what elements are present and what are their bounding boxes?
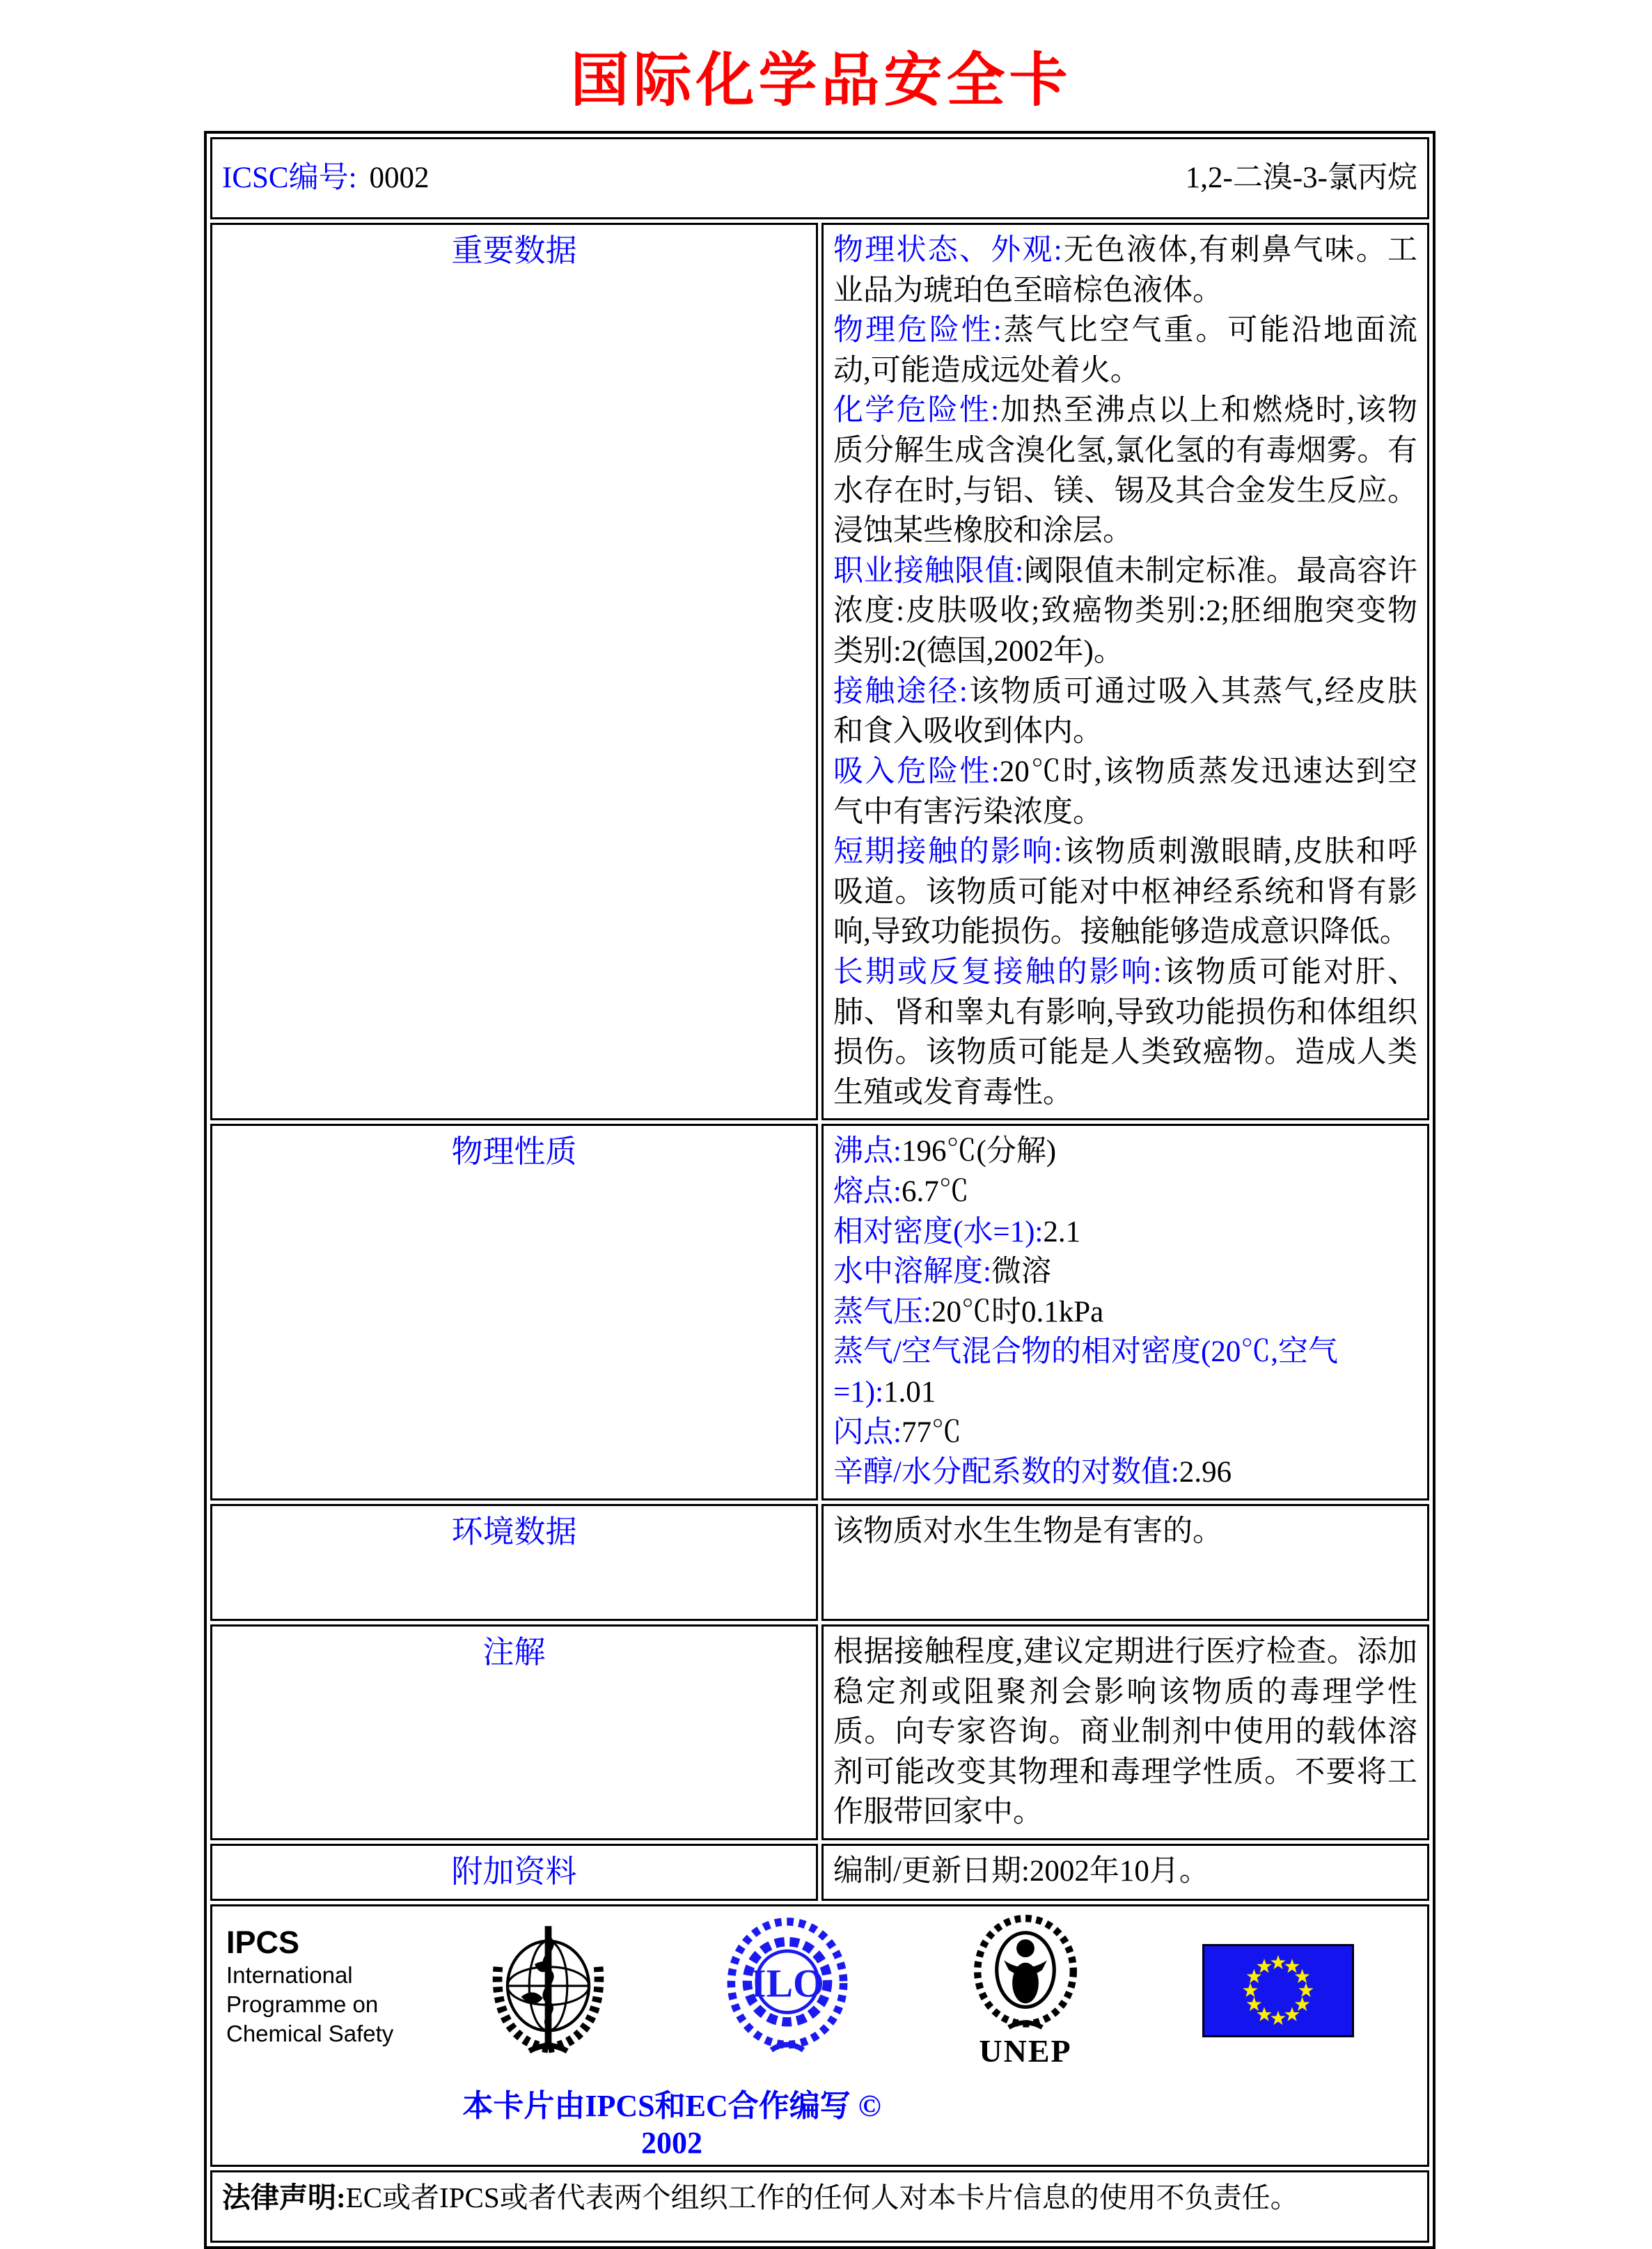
icsc-number-value: 0002 (369, 162, 430, 195)
footer-row (210, 1904, 1429, 2167)
field-value: 77℃ (901, 1416, 961, 1449)
important-item (833, 311, 1417, 391)
header-row (210, 137, 1429, 219)
section-label-notes: 注解 (210, 1624, 818, 1840)
ilo-logo (721, 1916, 854, 2055)
field-label: 物理危险性: (833, 314, 1002, 347)
section-label-physical: 物理性质 (210, 1124, 818, 1500)
environment-content (821, 1504, 1429, 1621)
field-label: 蒸气/空气混合物的相对密度(20℃,空气=1): (833, 1335, 1339, 1409)
legal-row (210, 2170, 1429, 2243)
important-item (833, 953, 1417, 1113)
field-value: 2.1 (1043, 1215, 1081, 1248)
notes-row (210, 1624, 1429, 1840)
physical-item (833, 1252, 1417, 1292)
field-label: 沸点: (833, 1135, 902, 1168)
field-label: 水中溶解度: (833, 1255, 991, 1289)
important-data-row (210, 223, 1429, 1120)
important-item (833, 672, 1417, 752)
field-value: 2.96 (1179, 1456, 1232, 1489)
header-bar (222, 145, 1417, 212)
field-label: 长期或反复接触的影响: (833, 955, 1162, 989)
field-label: 职业接触限值: (833, 554, 1024, 588)
important-item (833, 230, 1417, 311)
physical-item (833, 1212, 1417, 1253)
ilo-letters: ILO (750, 1961, 824, 2006)
unep-logo-block (966, 1915, 1085, 2069)
important-data-content (821, 223, 1429, 1120)
field-text: 20℃时,该物质蒸发迅速达到空气中有害污染浓度。 (833, 755, 1418, 829)
field-value: 20℃时0.1kPa (931, 1295, 1104, 1329)
legal-label: 法律声明: (222, 2181, 346, 2213)
unep-label: UNEP (979, 2032, 1072, 2069)
ipcs-line: Chemical Safety (226, 2021, 394, 2047)
section-label-environment: 环境数据 (210, 1504, 818, 1621)
field-text: 无色液体,有刺鼻气味。工业品为琥珀色至暗棕色液体。 (833, 234, 1417, 307)
physical-properties-content (821, 1124, 1429, 1500)
physical-item (833, 1131, 1417, 1172)
notes-content (821, 1624, 1429, 1840)
field-text: 该物质可能对肝、肺、肾和睾丸有影响,导致功能损伤和体组织损伤。该物质可能是人类致癌物。造成人类生殖或发育毒性。 (833, 955, 1417, 1109)
important-item (833, 391, 1417, 551)
field-value: 1.01 (883, 1376, 936, 1409)
important-item (833, 832, 1417, 953)
field-label: 辛醇/水分配系数的对数值: (833, 1456, 1179, 1489)
field-value: 6.7℃ (901, 1175, 969, 1209)
eu-flag (1202, 1944, 1354, 2037)
additional-info-text: 编制/更新日期:2002年10月。 (833, 1854, 1209, 1888)
who-logo (480, 1916, 616, 2061)
field-text: 蒸气比空气重。可能沿地面流动,可能造成远处着火。 (833, 314, 1417, 387)
footer-caption: 本卡片由IPCS和EC合作编写 © 2002 (462, 2088, 881, 2160)
logo-row (219, 1915, 1420, 2069)
field-label: 物理状态、外观: (833, 234, 1062, 267)
environment-text: 该物质对水生生物是有害的。 (833, 1514, 1222, 1548)
physical-item (833, 1413, 1417, 1453)
field-label: 蒸气压: (833, 1295, 931, 1329)
ipcs-line: International (226, 1961, 353, 1988)
important-item (833, 752, 1417, 832)
page-title: 国际化学品安全卡 (570, 49, 1072, 113)
additional-info-row (210, 1844, 1429, 1901)
icsc-table (204, 131, 1435, 2249)
field-label: 吸入危险性: (833, 755, 1000, 788)
ipcs-line: Programme on (226, 1991, 379, 2018)
section-label-additional: 附加资料 (210, 1844, 818, 1901)
field-label: 化学危险性: (833, 394, 1000, 428)
footer-cell (210, 1904, 1429, 2167)
field-text: 加热至沸点以上和燃烧时,该物质分解生成含溴化氢,氯化氢的有毒烟雾。有水存在时,与铝、镁、锡及其合金发生反应。浸蚀某些橡胶和涂层。 (833, 394, 1417, 548)
field-text: 阈限值未制定标准。最高容许浓度:皮肤吸收;致癌物类别:2;胚细胞突变物类别:2(德国,2002年)。 (833, 554, 1417, 668)
notes-text: 根据接触程度,建议定期进行医疗检查。添加稳定剂或阻聚剂会影响该物质的毒理学性质。向专家咨询。商业制剂中使用的载体溶剂可能改变其物理和毒理学性质。不要将工作服带回家中。 (833, 1635, 1417, 1829)
environment-row (210, 1504, 1429, 1621)
physical-properties-row (210, 1124, 1429, 1500)
additional-info-content (821, 1844, 1429, 1901)
field-label: 闪点: (833, 1416, 902, 1449)
icsc-number-label: ICSC编号: (222, 162, 357, 195)
field-text: 该物质刺激眼睛,皮肤和呼吸道。该物质可能对中枢神经系统和肾有影响,导致功能损伤。接触能够造成意识降低。 (833, 836, 1417, 949)
field-value: 微溶 (991, 1255, 1051, 1289)
unep-logo (966, 1915, 1085, 2035)
ipcs-text-block (226, 1915, 397, 2049)
section-label-important: 重要数据 (210, 223, 818, 1120)
field-text: 该物质可通过吸入其蒸气,经皮肤和食入吸收到体内。 (833, 675, 1418, 749)
field-label: 相对密度(水=1): (833, 1215, 1044, 1248)
field-label: 熔点: (833, 1175, 902, 1209)
important-item (833, 551, 1417, 672)
field-label: 短期接触的影响: (833, 836, 1062, 869)
field-value: 196℃(分解) (901, 1135, 1057, 1168)
field-label: 接触途径: (833, 675, 968, 708)
physical-item (833, 1332, 1417, 1412)
physical-item (833, 1452, 1417, 1493)
physical-item (833, 1172, 1417, 1212)
legal-cell (210, 2170, 1429, 2243)
icsc-number-group (222, 158, 430, 198)
chemical-name: 1,2-二溴-3-氯丙烷 (1185, 162, 1417, 195)
ipcs-acronym: IPCS (226, 1924, 300, 1960)
legal-text: EC或者IPCS或者代表两个组织工作的任何人对本卡片信息的使用不负责任。 (345, 2181, 1299, 2213)
physical-item (833, 1292, 1417, 1333)
